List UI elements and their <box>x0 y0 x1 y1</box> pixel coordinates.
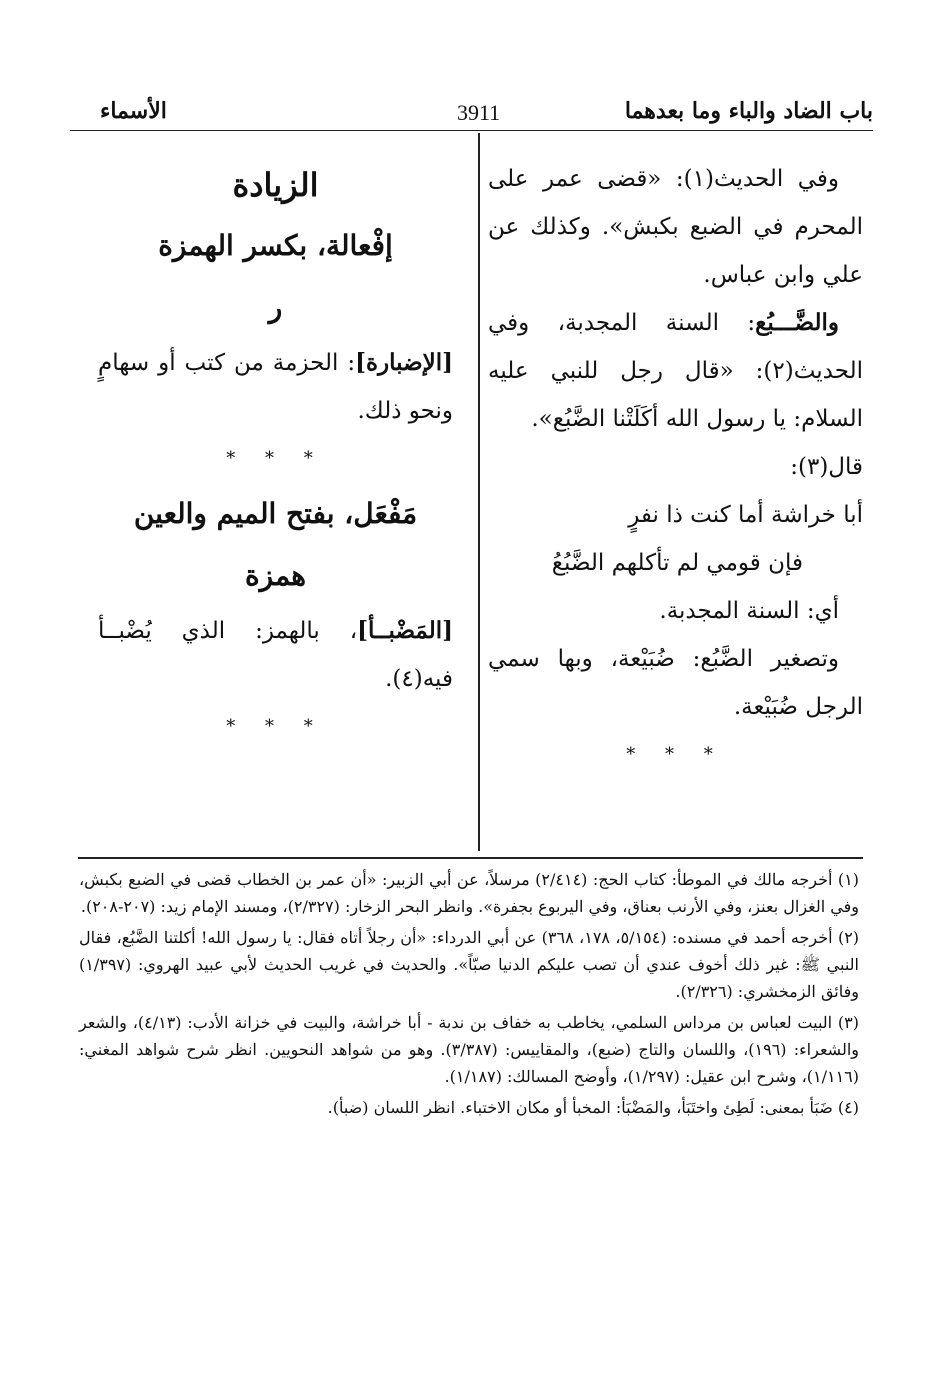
paragraph-diminutive: وتصغير الضَّبُع: ضُبَيْعة، وبها سمي الرجل ضُبَيْعة. <box>488 646 863 720</box>
footnote-2: (٢) أخرجه أحمد في مسنده: (٥/١٥٤، ١٧٨، ٣٦٨) عن أبي الدرداء: «أن رجلاً أتاه فقال: يا رسول الله! أكلتنا الضَّبُع، فقال النبي ﷺ: غير ذلك أخوف عندي أن تصب عليكم الدنيا صبّاً». والحديث في غريب الحديث لأبي عبيد الهروي: (١/٣٩٧) وفائق الزمخشري: (٢/٣٢٦). <box>79 928 860 1001</box>
right-column <box>488 155 863 845</box>
section-separator: * * * <box>226 716 325 737</box>
page-number: 3911 <box>457 100 501 125</box>
section-title: الأسماء <box>100 98 167 124</box>
footnotes <box>79 866 859 1125</box>
section-heading: الزيادة <box>232 166 319 204</box>
paragraph-hadith-1: وفي الحديث(١): «قضى عمر على المحرم في الضبع بكبش». وكذلك عن علي وابن عباس. <box>488 166 863 288</box>
footnote-1: (١) أخرجه مالك في الموطأ: كتاب الحج: (٢/٤١٤) مرسلاً، عن أبي الزبير: «أن عمر بن الخطاب قضى في الضبع بكبش، وفي الغزال بعنز، وفي الأرنب بعناق، وفي اليربوع بجفرة». وانظر البحر الزخار: (٢/٣٢٧)، ومسند الإمام زيد: (٢٠٧-٢٠٨). <box>79 870 859 916</box>
column-divider <box>478 133 480 851</box>
entry-idbara <box>98 339 453 435</box>
footnote-4: (٤) ضَبَأ بمعنى: لَطِئ واختَبَأ، والمَضْبَأ: المخبأ أو مكان الاختباء. انظر اللسان (ضبأ). <box>327 1098 859 1117</box>
headword-madba: [المَضْبــأ] <box>357 617 453 644</box>
pattern-heading-ifala: إفْعالة، بكسر الهمزة <box>158 229 393 262</box>
section-separator: * * * <box>626 744 725 765</box>
headword-idbara: [الإضبارة] <box>355 349 453 376</box>
letter-heading-ra: ر <box>268 291 283 324</box>
left-column <box>98 155 453 845</box>
poet-quote-intro: قال(٣): <box>790 454 863 480</box>
verse-line-2: فإن قومي لم تأكلهم الضَّبُعُ <box>551 550 803 576</box>
headword-dabu: والضَّـــبُع <box>755 309 839 336</box>
section-separator: * * * <box>226 448 325 469</box>
entry-madba-text: ، بالهمز: الذي يُضْبــأ فيه(٤). <box>98 618 453 692</box>
footnote-rule <box>78 857 863 859</box>
paragraph-meaning: أي: السنة المجدبة. <box>659 598 839 624</box>
footnote-3: (٣) البيت لعباس بن مرداس السلمي، يخاطب به خفاف بن ندبة - أبا خراشة، والبيت في خزانة الأدب: (٤/١٣)، والشعر والشعراء: (١٩٦)، واللسان والتاج (ضبع)، والمقاييس: (٣/٣٨٧). وهو من شواهد النحويين. انظر شرح شواهد المغني: (١/١١٦)، وشرح ابن عقيل: (١/٢٩٧)، وأوضح المسالك: (١/١٨٧). <box>79 1013 860 1086</box>
pattern-heading-mafal: مَفْعَل، بفتح الميم والعين <box>133 497 418 530</box>
paragraph-dabu-text: : السنة المجدبة، وفي الحديث(٢): «قال رجل للنبي عليه السلام: يا رسول الله أكَلَتْنا الضَّبُع». <box>488 310 863 432</box>
chapter-title: باب الضاد والباء وما بعدهما <box>624 98 873 124</box>
verse-line-1: أبا خراشة أما كنت ذا نفرٍ <box>628 502 863 528</box>
page-header <box>70 96 873 131</box>
paragraph-dabu <box>488 299 863 443</box>
letter-heading-hamza: همزة <box>244 559 307 592</box>
entry-madba <box>98 607 453 703</box>
entry-idbara-text: : الحزمة من كتب أو سهامٍ ونحو ذلك. <box>98 350 453 424</box>
